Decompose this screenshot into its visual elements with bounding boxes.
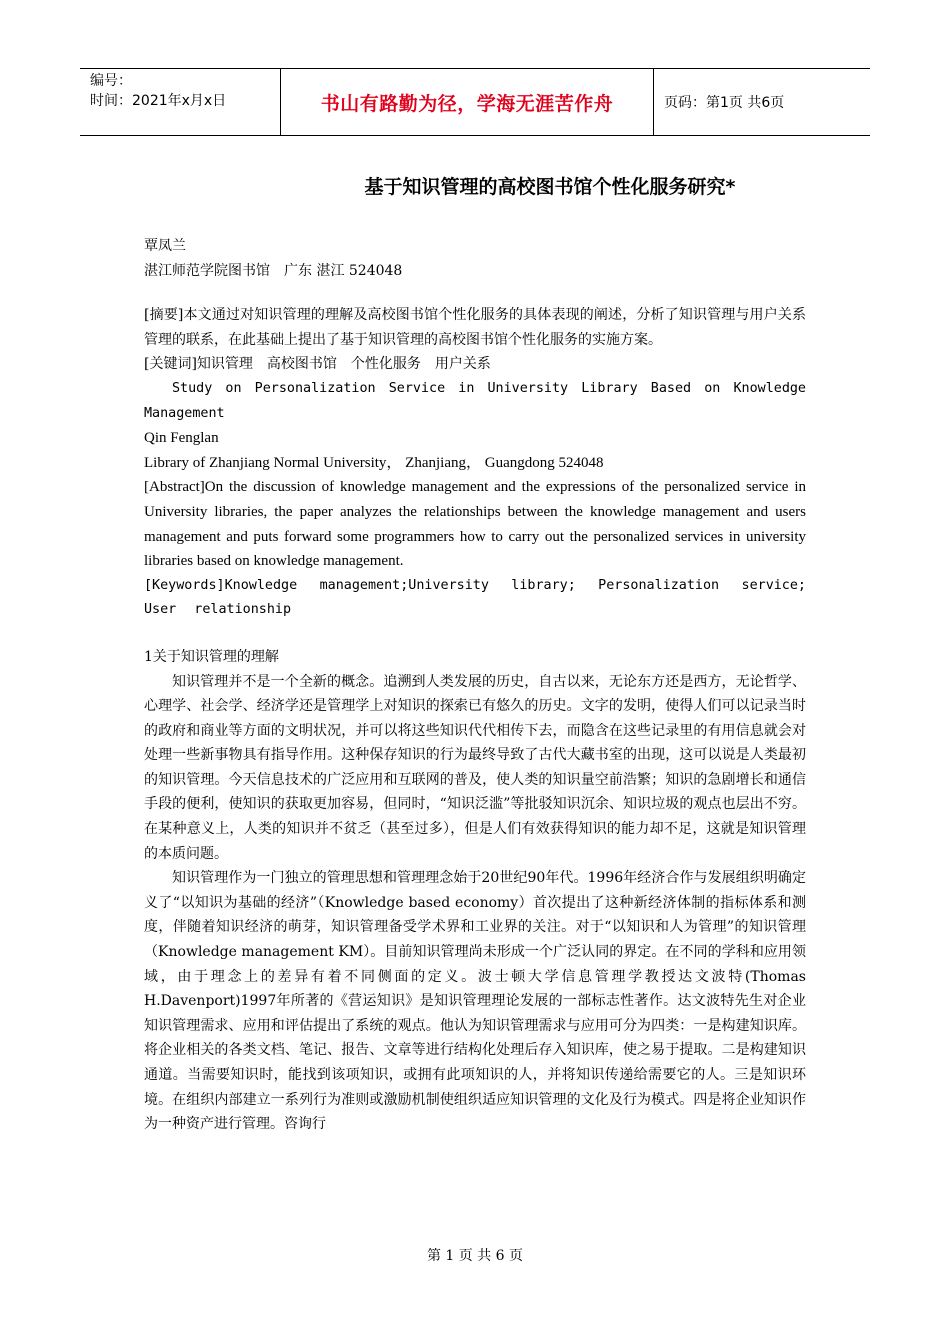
document-date: 时间：2021年x月x日 [90,93,227,109]
keywords-cn: [关键词]知识管理 高校图书馆 个性化服务 用户关系 [144,356,491,373]
body-paragraph-1: 知识管理并不是一个全新的概念。追溯到人类发展的历史，自古以来，无论东方还是西方，无论哲学、心理学、社会学、经济学还是管理学上对知识的探索已有悠久的历史。文字的发明，使得人们可以记录当时的政府和商业等方面的文明状况，并可以将这些知识代代相传下去，而隐含在这些记录里的有用信息就会对处理一些新事物具有指导作用。这种保存知识的行为最终导致了古代大藏书室的出现，这可以说是人类最初的知识管理。今天信息技术的广泛应用和互联网的普及，使人类的知识量空前浩繁；知识的急剧增长和通信手段的便利，使知识的获取更加容易，但同时，“知识泛滥”等批驳知识沉余、知识垃圾的观点也层出不穷。在某种意义上，人类的知识并不贫乏（甚至过多），但是人们有效获得知识的能力却不足，这就是知识管理的本质问题。 [144,673,806,862]
abstract-en: [Abstract]On the discussion of knowledge management and the expressions of the personalized service in University libraries, the paper analyzes the relationships between the knowledge management and users management and puts forward some programmers how to carry out the personalized services in university libraries based on knowledge management. [144,479,806,570]
page-header [80,68,870,136]
header-motto: 书山有路勤为径，学海无涯苦作舟 [320,92,614,115]
author-affiliation: 湛江师范学院图书馆 广东 湛江 524048 [144,262,403,279]
header-motto-cell [280,69,654,135]
body-paragraph-2: 知识管理作为一门独立的管理思想和管理理念始于20世纪90年代。1996年经济合作与发展组织明确定义了“以知识为基础的经济”（Knowledge based economy）首次提出了这种新经济体制的指标体系和测度，伴随着知识经济的萌芽，知识管理备受学术界和工业界的关注。对于“以知识和人为管理”的知识管理（Knowledge management KM）。目前知识管理尚未形成一个广泛认同的界定。在不同的学科和应用领域，由于理念上的差异有着不同侧面的定义。波士顿大学信息管理学教授达文波特(Thomas H.Davenport)1997年所著的《营运知识》是知识管理理论发展的一部标志性著作。达文波特先生对企业知识管理需求、应用和评估提出了系统的观点。他认为知识管理需求与应用可分为四类：一是构建知识库。将企业相关的各类文档、笔记、报告、文章等进行结构化处理后存入知识库，使之易于提取。二是构建知识通道。当需要知识时，能找到该项知识，或拥有此项知识的人，并将知识传递给需要它的人。三是知识环境。在组织内部建立一系列行为准则或激励机制使组织适应知识管理的文化及行为模式。四是将企业知识作为一种资产进行管理。咨询行 [144,870,806,1133]
section-heading: 1关于知识管理的理解 [144,648,279,665]
header-page-info: 页码：第1页 共6页 [664,95,785,111]
document-body [144,234,806,1137]
header-meta [80,69,280,135]
english-title-line2: Management [144,405,225,421]
english-title-line1: Study on Personalization Service in University Library Based on Knowledge [172,380,806,396]
english-affiliation: Library of Zhanjiang Normal University， Zhanjiang， Guangdong 524048 [144,454,604,471]
abstract-cn: [摘要]本文通过对知识管理的理解及高校图书馆个性化服务的具体表现的阐述，分析了知识管理与用户关系管理的联系，在此基础上提出了基于知识管理的高校图书馆个性化服务的实施方案。 [144,307,806,348]
author-name: 覃凤兰 [144,238,186,254]
document-number-label: 编号： [90,73,132,89]
english-author: Qin Fenglan [144,430,219,447]
paper-title: 基于知识管理的高校图书馆个性化服务研究* [364,176,736,198]
page-footer: 第 1 页 共 6 页 [426,1248,524,1264]
keywords-en: [Keywords]Knowledge management;University library; Personalization service; User relationship [144,577,806,618]
